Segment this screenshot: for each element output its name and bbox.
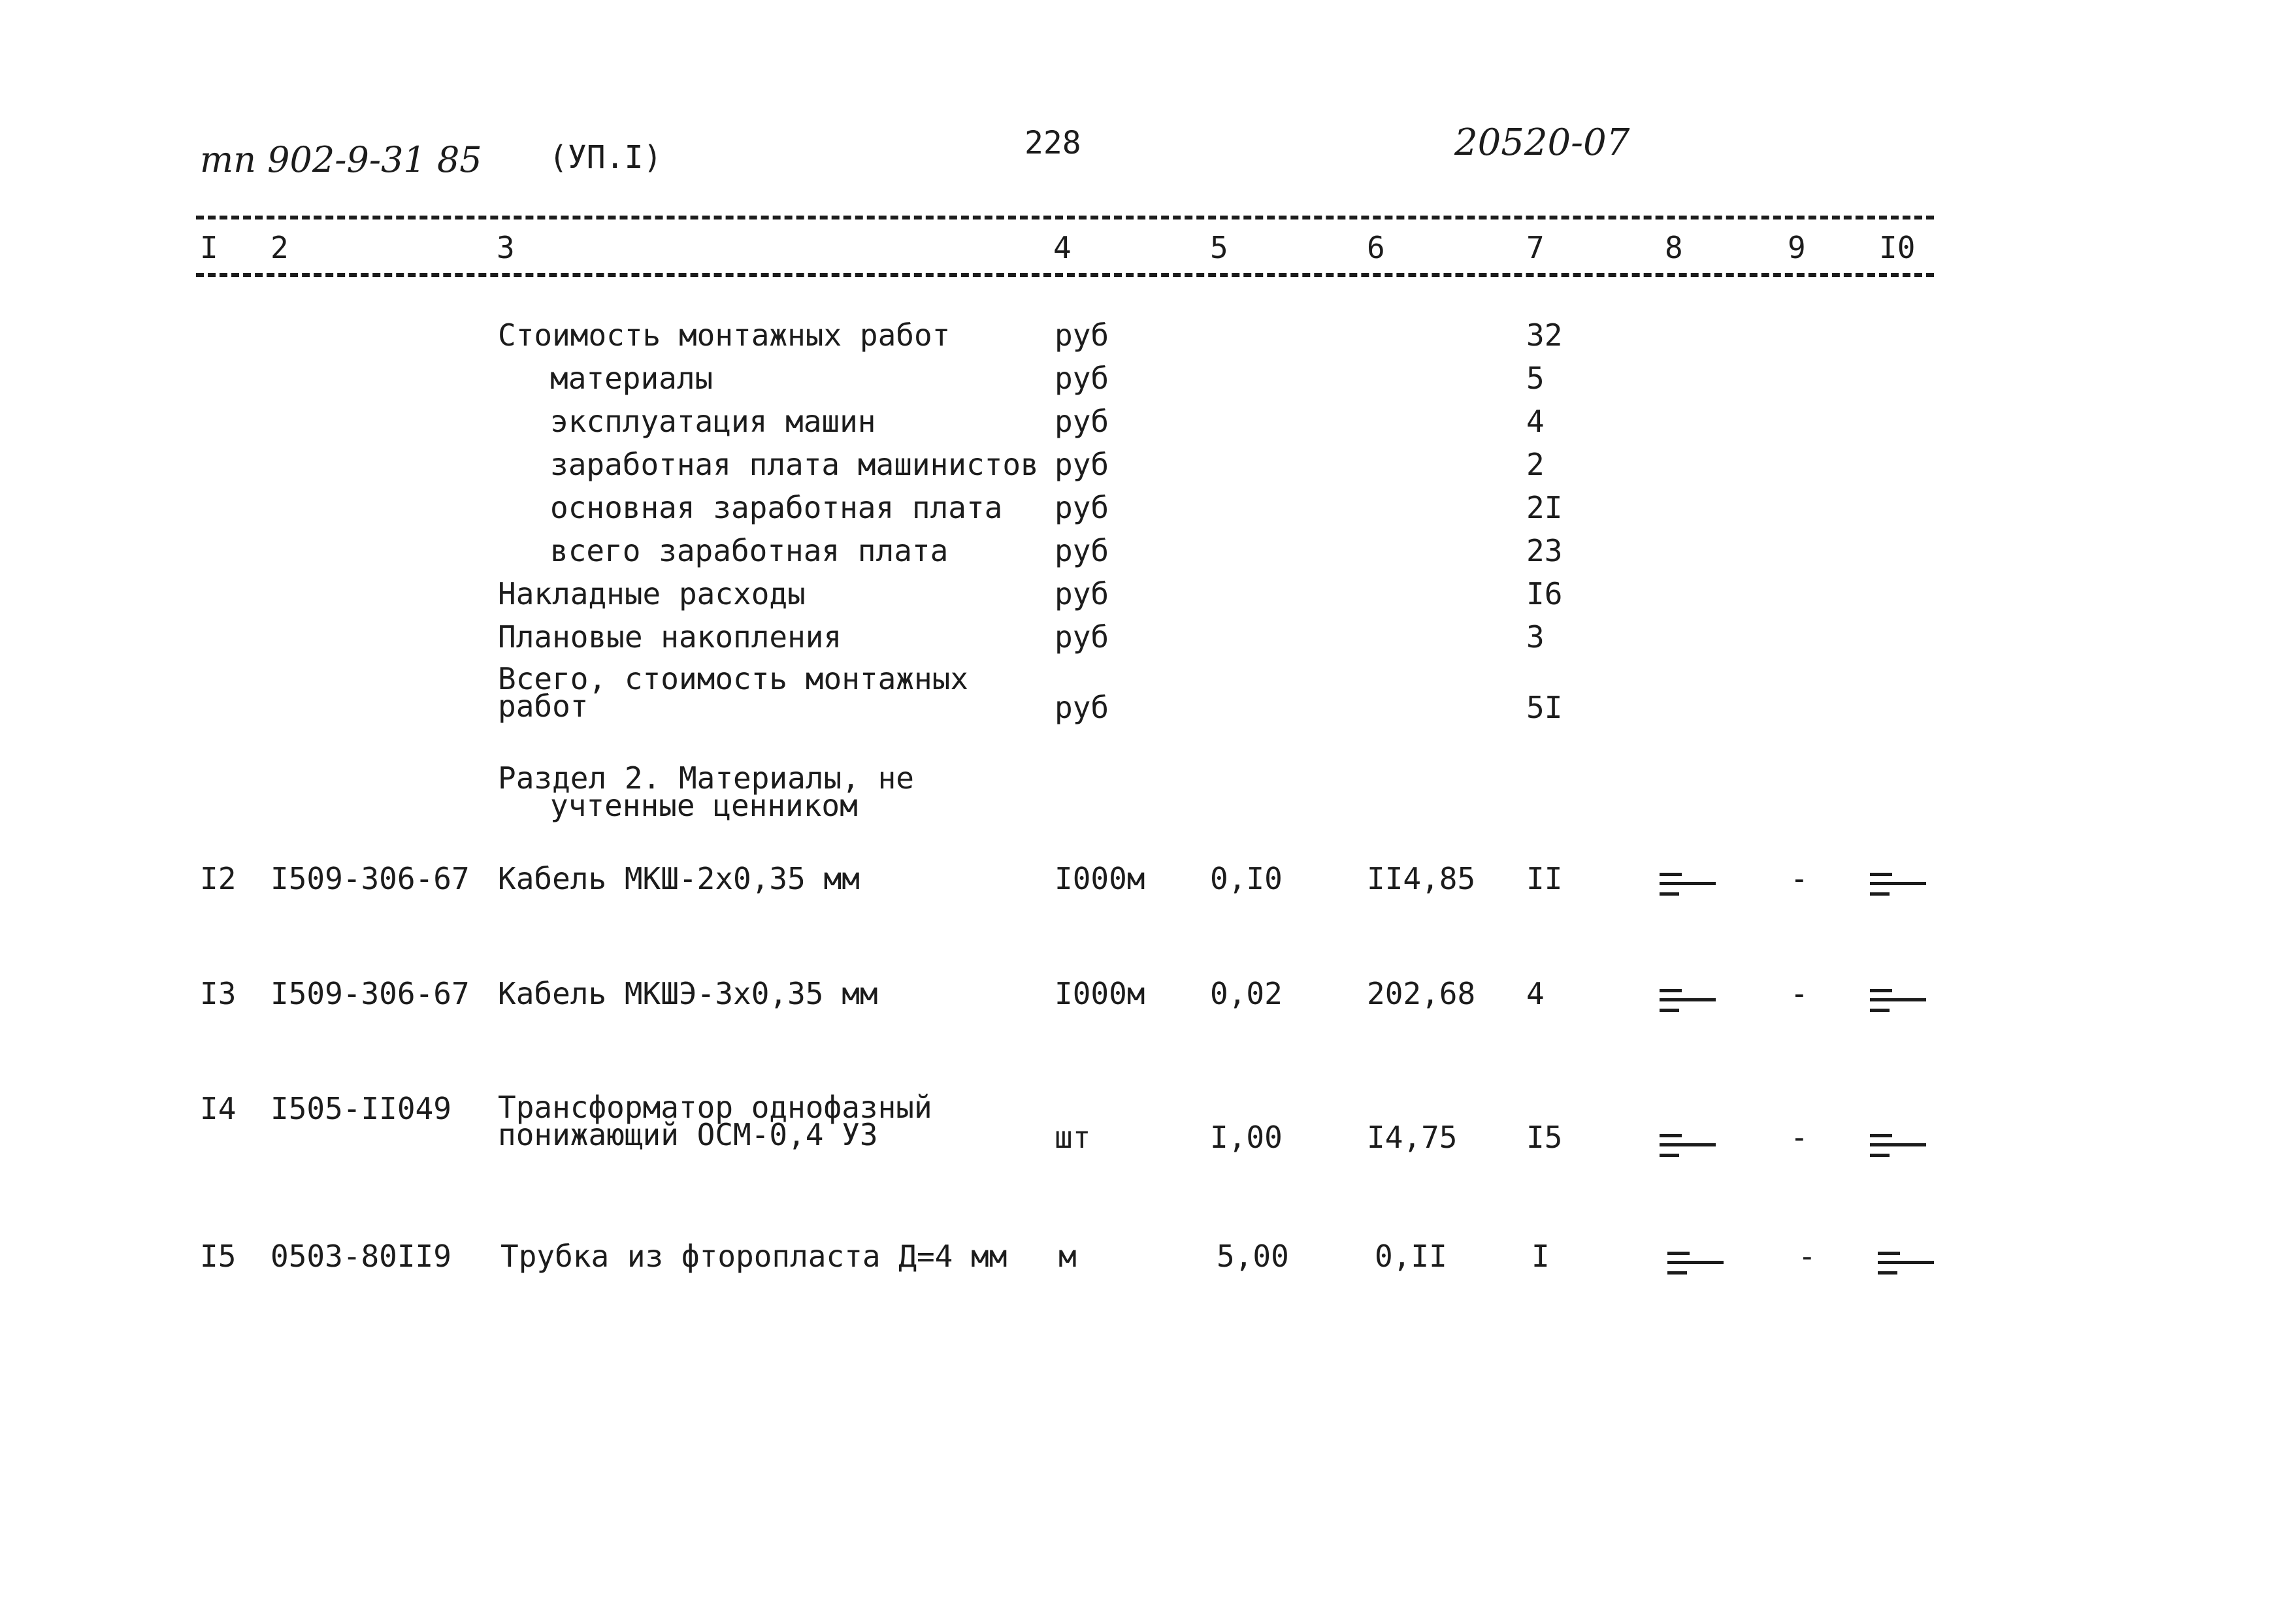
item-name: Трубка из фторопласта Д=4 мм (500, 1239, 1007, 1274)
album-number: (УП.I) (549, 139, 663, 176)
column-header-5: 5 (1210, 230, 1228, 265)
column-header-3: 3 (497, 230, 515, 265)
cost-row-name: эксплуатация машин (550, 404, 876, 439)
header-rule-bottom (196, 273, 1934, 277)
column-header-7: 7 (1526, 230, 1545, 265)
cost-row-unit: руб (1055, 490, 1109, 525)
total-row-value: 5I (1526, 690, 1563, 725)
total-row-name-line1: Всего, стоимость монтажных (498, 661, 969, 696)
item-unit: м (1058, 1239, 1077, 1274)
cost-row-value: 32 (1526, 317, 1563, 353)
item-quantity: 5,00 (1217, 1239, 1289, 1274)
cost-row-name: материалы (550, 361, 713, 396)
item-quantity: 0,02 (1210, 976, 1283, 1011)
cost-row-name: Плановые накопления (498, 619, 842, 655)
total-row-name-line2: работ (498, 689, 589, 724)
cost-row-name: всего заработная плата (550, 533, 949, 568)
item-unit-price: II4,85 (1367, 861, 1476, 896)
column-header-6: 6 (1367, 230, 1385, 265)
item-total: 4 (1526, 976, 1545, 1011)
cost-row-value: 5 (1526, 361, 1545, 396)
item-col9-value: - (1790, 1120, 1809, 1155)
item-number: I2 (200, 861, 237, 896)
item-unit: I000м (1055, 976, 1145, 1011)
item-name: Трансформатор однофазный (498, 1090, 932, 1125)
item-total: II (1526, 861, 1563, 896)
section-heading-line2: учтенные ценником (550, 788, 858, 823)
item-number: I4 (200, 1091, 237, 1126)
column-header-10: I0 (1879, 230, 1916, 265)
item-quantity: 0,I0 (1210, 861, 1283, 896)
cost-row-value: 3 (1526, 619, 1545, 655)
item-col9-value: - (1798, 1239, 1816, 1274)
item-name: Кабель МКШ-2х0,35 мм (498, 861, 860, 896)
cost-row-name: Накладные расходы (498, 576, 806, 611)
item-unit: шт (1055, 1120, 1091, 1155)
item-number: I3 (200, 976, 237, 1011)
cost-row-unit: руб (1055, 533, 1109, 568)
section-heading-line1: Раздел 2. Материалы, не (498, 760, 914, 796)
header-rule-top (196, 216, 1934, 219)
column-header-1: I (200, 230, 218, 265)
cost-row-unit: руб (1055, 447, 1109, 482)
item-total: I5 (1526, 1120, 1563, 1155)
item-code: I509-306-67 (270, 976, 470, 1011)
cost-row-value: 2 (1526, 447, 1545, 482)
cost-row-value: I6 (1526, 576, 1563, 611)
item-total: I (1531, 1239, 1550, 1274)
cost-row-value: 2I (1526, 490, 1563, 525)
item-col9-value: - (1790, 861, 1809, 896)
document-reference: тп 902-9-31 85 (200, 139, 482, 180)
total-row-unit: руб (1055, 690, 1109, 725)
column-header-2: 2 (270, 230, 289, 265)
cost-row-value: 23 (1526, 533, 1563, 568)
item-code: I505-II049 (270, 1091, 451, 1126)
column-header-4: 4 (1053, 230, 1072, 265)
item-unit-price: I4,75 (1367, 1120, 1458, 1155)
item-quantity: I,00 (1210, 1120, 1283, 1155)
cost-row-name: заработная плата машинистов (550, 447, 1039, 482)
cost-row-unit: руб (1055, 317, 1109, 353)
page-number: 228 (1024, 125, 1081, 161)
item-name: Кабель МКШЭ-3х0,35 мм (498, 976, 878, 1011)
cost-row-unit: руб (1055, 361, 1109, 396)
item-unit-price: 202,68 (1367, 976, 1476, 1011)
cost-row-name: основная заработная плата (550, 490, 1003, 525)
item-unit-price: 0,II (1375, 1239, 1447, 1274)
cost-row-value: 4 (1526, 404, 1545, 439)
cost-row-unit: руб (1055, 576, 1109, 611)
cost-row-name: Стоимость монтажных работ (498, 317, 951, 353)
item-name-line2: понижающий ОСМ-0,4 УЗ (498, 1117, 878, 1152)
item-unit: I000м (1055, 861, 1145, 896)
cost-row-unit: руб (1055, 619, 1109, 655)
column-header-9: 9 (1788, 230, 1806, 265)
item-code: I509-306-67 (270, 861, 470, 896)
item-number: I5 (200, 1239, 237, 1274)
item-code: 0503-80II9 (270, 1239, 451, 1274)
cost-row-unit: руб (1055, 404, 1109, 439)
item-col9-value: - (1790, 976, 1809, 1011)
document-code: 20520-07 (1454, 122, 1630, 164)
column-header-8: 8 (1665, 230, 1683, 265)
